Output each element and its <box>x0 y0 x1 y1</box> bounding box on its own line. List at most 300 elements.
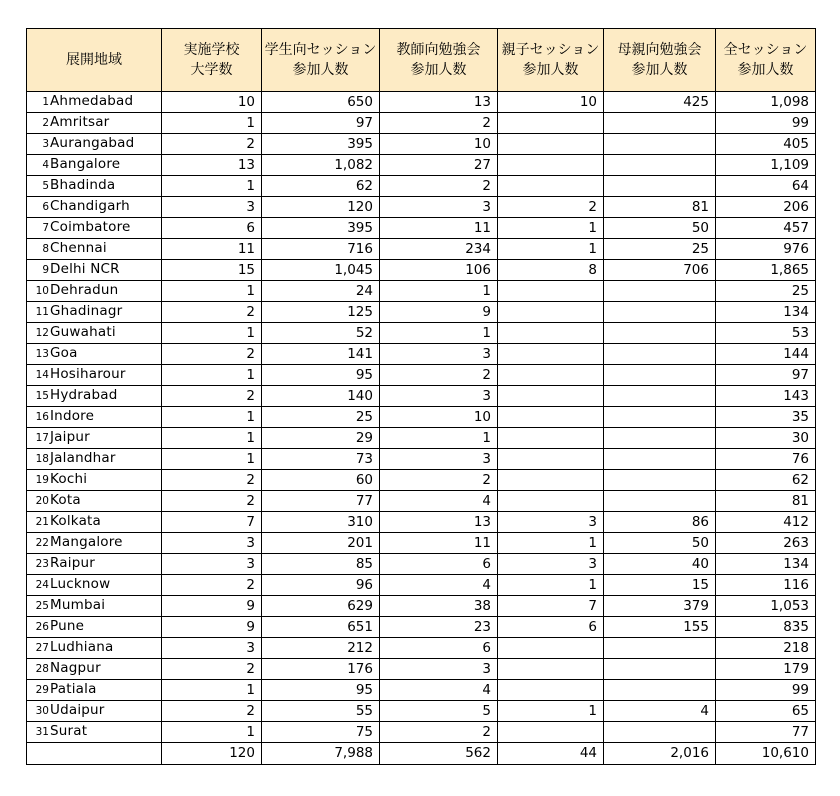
region-name: Raipur <box>50 555 95 571</box>
all-sessions-cell: 143 <box>716 386 816 407</box>
mothers-cell <box>604 281 716 302</box>
teachers-cell: 3 <box>380 344 498 365</box>
students-cell: 395 <box>262 218 380 239</box>
schools-cell: 10 <box>162 92 262 113</box>
table-row <box>27 113 816 134</box>
schools-cell: 2 <box>162 575 262 596</box>
region-name: Ahmedabad <box>50 93 134 109</box>
totals-row <box>27 743 816 765</box>
region-name: Goa <box>50 345 78 361</box>
students-cell: 716 <box>262 239 380 260</box>
parent-child-cell: 2 <box>498 197 604 218</box>
header-teachers <box>380 29 498 92</box>
region-cell <box>27 176 162 197</box>
region-cell <box>27 428 162 449</box>
schools-cell: 2 <box>162 134 262 155</box>
table-row <box>27 260 816 281</box>
all-sessions-cell: 405 <box>716 134 816 155</box>
schools-cell: 2 <box>162 386 262 407</box>
students-cell: 1,082 <box>262 155 380 176</box>
header-label-line1: 実施学校 <box>183 42 240 58</box>
header-region <box>27 29 162 92</box>
teachers-cell: 11 <box>380 218 498 239</box>
mothers-cell: 425 <box>604 92 716 113</box>
parent-child-cell <box>498 113 604 134</box>
region-name: Nagpur <box>50 660 101 676</box>
region-name: Kolkata <box>50 513 102 529</box>
row-number: 19 <box>35 474 49 486</box>
students-cell: 395 <box>262 134 380 155</box>
all-sessions-cell: 65 <box>716 701 816 722</box>
table-row <box>27 722 816 743</box>
teachers-cell: 9 <box>380 302 498 323</box>
header-all-sessions <box>716 29 816 92</box>
totals-label-cell <box>27 743 162 765</box>
teachers-cell: 1 <box>380 281 498 302</box>
all-sessions-cell: 64 <box>716 176 816 197</box>
all-sessions-cell: 30 <box>716 428 816 449</box>
mothers-cell: 155 <box>604 617 716 638</box>
row-number: 28 <box>35 663 49 675</box>
region-name: Kochi <box>50 471 88 487</box>
all-sessions-cell: 97 <box>716 365 816 386</box>
header-label-line2: 参加人数 <box>292 62 349 78</box>
teachers-cell: 3 <box>380 386 498 407</box>
region-cell <box>27 659 162 680</box>
region-name: Dehradun <box>50 282 119 298</box>
mothers-cell: 25 <box>604 239 716 260</box>
parent-child-cell <box>498 386 604 407</box>
all-sessions-cell: 144 <box>716 344 816 365</box>
row-number: 17 <box>35 432 49 444</box>
table-row <box>27 512 816 533</box>
all-sessions-cell: 77 <box>716 722 816 743</box>
totals-teachers-cell: 562 <box>380 743 498 765</box>
table-row <box>27 344 816 365</box>
students-cell: 96 <box>262 575 380 596</box>
mothers-cell: 15 <box>604 575 716 596</box>
region-name: Bhadinda <box>50 177 116 193</box>
parent-child-cell <box>498 659 604 680</box>
header-label-line1: 母親向勉強会 <box>617 42 702 58</box>
parent-child-cell <box>498 638 604 659</box>
region-name: Pune <box>50 618 85 634</box>
region-cell <box>27 449 162 470</box>
students-cell: 629 <box>262 596 380 617</box>
row-number: 15 <box>35 390 49 402</box>
mothers-cell <box>604 407 716 428</box>
parent-child-cell: 1 <box>498 575 604 596</box>
parent-child-cell <box>498 344 604 365</box>
mothers-cell: 4 <box>604 701 716 722</box>
parent-child-cell: 1 <box>498 701 604 722</box>
region-name: Indore <box>50 408 95 424</box>
header-label-line1: 親子セッション <box>501 42 600 58</box>
participation-table <box>26 28 816 765</box>
all-sessions-cell: 25 <box>716 281 816 302</box>
mothers-cell: 50 <box>604 218 716 239</box>
header-label-line2: 参加人数 <box>737 62 794 78</box>
teachers-cell: 6 <box>380 638 498 659</box>
students-cell: 25 <box>262 407 380 428</box>
table-row <box>27 365 816 386</box>
row-number: 12 <box>35 327 49 339</box>
region-cell <box>27 239 162 260</box>
region-cell <box>27 470 162 491</box>
table-row <box>27 449 816 470</box>
all-sessions-cell: 263 <box>716 533 816 554</box>
all-sessions-cell: 81 <box>716 491 816 512</box>
totals-mothers-cell: 2,016 <box>604 743 716 765</box>
teachers-cell: 4 <box>380 575 498 596</box>
parent-child-cell <box>498 491 604 512</box>
table-row <box>27 176 816 197</box>
students-cell: 120 <box>262 197 380 218</box>
row-number: 14 <box>35 369 49 381</box>
schools-cell: 1 <box>162 680 262 701</box>
schools-cell: 1 <box>162 407 262 428</box>
students-cell: 62 <box>262 176 380 197</box>
all-sessions-cell: 1,053 <box>716 596 816 617</box>
all-sessions-cell: 62 <box>716 470 816 491</box>
parent-child-cell <box>498 365 604 386</box>
parent-child-cell: 6 <box>498 617 604 638</box>
mothers-cell: 40 <box>604 554 716 575</box>
region-cell <box>27 617 162 638</box>
region-name: Lucknow <box>50 576 111 592</box>
schools-cell: 3 <box>162 638 262 659</box>
row-number: 1 <box>42 96 49 108</box>
table-row <box>27 218 816 239</box>
schools-cell: 1 <box>162 323 262 344</box>
region-name: Jaipur <box>50 429 90 445</box>
parent-child-cell: 1 <box>498 239 604 260</box>
region-cell <box>27 344 162 365</box>
parent-child-cell: 7 <box>498 596 604 617</box>
region-cell <box>27 302 162 323</box>
header-label-line1: 教師向勉強会 <box>396 42 481 58</box>
row-number: 18 <box>35 453 49 465</box>
students-cell: 651 <box>262 617 380 638</box>
table-body <box>27 92 816 765</box>
region-name: Patiala <box>50 681 97 697</box>
parent-child-cell <box>498 302 604 323</box>
row-number: 4 <box>42 159 49 171</box>
header-region-label: 展開地域 <box>66 52 122 68</box>
all-sessions-cell: 99 <box>716 113 816 134</box>
students-cell: 125 <box>262 302 380 323</box>
row-number: 29 <box>35 684 49 696</box>
all-sessions-cell: 35 <box>716 407 816 428</box>
header-mothers <box>604 29 716 92</box>
table-row <box>27 92 816 113</box>
row-number: 10 <box>35 285 49 297</box>
mothers-cell: 86 <box>604 512 716 533</box>
all-sessions-cell: 218 <box>716 638 816 659</box>
students-cell: 95 <box>262 680 380 701</box>
students-cell: 650 <box>262 92 380 113</box>
mothers-cell <box>604 428 716 449</box>
parent-child-cell <box>498 428 604 449</box>
region-name: Ghadinagr <box>50 303 123 319</box>
table-row <box>27 470 816 491</box>
students-cell: 24 <box>262 281 380 302</box>
schools-cell: 1 <box>162 176 262 197</box>
header-label-line1: 学生向セッション <box>264 42 377 58</box>
region-name: Udaipur <box>50 702 105 718</box>
schools-cell: 2 <box>162 470 262 491</box>
mothers-cell <box>604 134 716 155</box>
parent-child-cell: 1 <box>498 533 604 554</box>
mothers-cell <box>604 176 716 197</box>
row-number: 25 <box>35 600 49 612</box>
region-cell <box>27 512 162 533</box>
region-cell <box>27 638 162 659</box>
region-cell <box>27 281 162 302</box>
row-number: 26 <box>35 621 49 633</box>
parent-child-cell <box>498 323 604 344</box>
students-cell: 73 <box>262 449 380 470</box>
region-cell <box>27 92 162 113</box>
table-row <box>27 134 816 155</box>
table-header <box>27 29 816 92</box>
row-number: 8 <box>42 243 49 255</box>
teachers-cell: 3 <box>380 449 498 470</box>
all-sessions-cell: 1,098 <box>716 92 816 113</box>
table-row <box>27 680 816 701</box>
teachers-cell: 5 <box>380 701 498 722</box>
teachers-cell: 4 <box>380 680 498 701</box>
region-cell <box>27 365 162 386</box>
table-row <box>27 554 816 575</box>
mothers-cell <box>604 365 716 386</box>
teachers-cell: 2 <box>380 176 498 197</box>
table-row <box>27 575 816 596</box>
region-cell <box>27 155 162 176</box>
table-row <box>27 638 816 659</box>
region-name: Surat <box>50 723 88 739</box>
students-cell: 176 <box>262 659 380 680</box>
schools-cell: 2 <box>162 344 262 365</box>
teachers-cell: 23 <box>380 617 498 638</box>
mothers-cell: 50 <box>604 533 716 554</box>
students-cell: 95 <box>262 365 380 386</box>
table-row <box>27 533 816 554</box>
teachers-cell: 3 <box>380 197 498 218</box>
students-cell: 55 <box>262 701 380 722</box>
all-sessions-cell: 134 <box>716 302 816 323</box>
region-cell <box>27 323 162 344</box>
teachers-cell: 6 <box>380 554 498 575</box>
row-number: 7 <box>42 222 49 234</box>
teachers-cell: 10 <box>380 134 498 155</box>
parent-child-cell <box>498 407 604 428</box>
teachers-cell: 10 <box>380 407 498 428</box>
region-cell <box>27 596 162 617</box>
mothers-cell: 379 <box>604 596 716 617</box>
teachers-cell: 3 <box>380 659 498 680</box>
students-cell: 52 <box>262 323 380 344</box>
row-number: 30 <box>35 705 49 717</box>
header-row <box>27 29 816 92</box>
region-cell <box>27 407 162 428</box>
table-row <box>27 491 816 512</box>
region-name: Jalandhar <box>50 450 116 466</box>
mothers-cell: 81 <box>604 197 716 218</box>
row-number: 3 <box>42 138 49 150</box>
region-name: Hydrabad <box>50 387 118 403</box>
schools-cell: 2 <box>162 491 262 512</box>
students-cell: 77 <box>262 491 380 512</box>
schools-cell: 9 <box>162 596 262 617</box>
header-label-line2: 大学数 <box>190 62 233 78</box>
teachers-cell: 4 <box>380 491 498 512</box>
table-row <box>27 386 816 407</box>
totals-parent-child-cell: 44 <box>498 743 604 765</box>
parent-child-cell: 1 <box>498 218 604 239</box>
region-name: Mumbai <box>50 597 106 613</box>
region-cell <box>27 533 162 554</box>
schools-cell: 1 <box>162 113 262 134</box>
schools-cell: 11 <box>162 239 262 260</box>
teachers-cell: 234 <box>380 239 498 260</box>
all-sessions-cell: 1,865 <box>716 260 816 281</box>
teachers-cell: 27 <box>380 155 498 176</box>
row-number: 5 <box>42 180 49 192</box>
students-cell: 212 <box>262 638 380 659</box>
mothers-cell <box>604 680 716 701</box>
students-cell: 1,045 <box>262 260 380 281</box>
header-students <box>262 29 380 92</box>
region-name: Mangalore <box>50 534 123 550</box>
schools-cell: 3 <box>162 554 262 575</box>
all-sessions-cell: 457 <box>716 218 816 239</box>
region-name: Guwahati <box>50 324 116 340</box>
table-row <box>27 239 816 260</box>
schools-cell: 2 <box>162 701 262 722</box>
mothers-cell <box>604 470 716 491</box>
region-name: Chandigarh <box>50 198 130 214</box>
region-name: Kota <box>50 492 81 508</box>
region-cell <box>27 722 162 743</box>
parent-child-cell <box>498 722 604 743</box>
all-sessions-cell: 53 <box>716 323 816 344</box>
students-cell: 201 <box>262 533 380 554</box>
parent-child-cell <box>498 281 604 302</box>
mothers-cell <box>604 449 716 470</box>
students-cell: 85 <box>262 554 380 575</box>
region-name: Amritsar <box>50 114 110 130</box>
schools-cell: 1 <box>162 449 262 470</box>
row-number: 22 <box>35 537 49 549</box>
mothers-cell <box>604 659 716 680</box>
students-cell: 29 <box>262 428 380 449</box>
header-label-line1: 全セッション <box>723 42 808 58</box>
teachers-cell: 38 <box>380 596 498 617</box>
parent-child-cell <box>498 470 604 491</box>
schools-cell: 1 <box>162 722 262 743</box>
row-number: 20 <box>35 495 49 507</box>
all-sessions-cell: 206 <box>716 197 816 218</box>
mothers-cell <box>604 638 716 659</box>
schools-cell: 2 <box>162 302 262 323</box>
region-name: Bangalore <box>50 156 121 172</box>
table-row <box>27 281 816 302</box>
parent-child-cell <box>498 176 604 197</box>
teachers-cell: 2 <box>380 470 498 491</box>
mothers-cell <box>604 386 716 407</box>
parent-child-cell <box>498 134 604 155</box>
row-number: 24 <box>35 579 49 591</box>
region-cell <box>27 260 162 281</box>
teachers-cell: 13 <box>380 512 498 533</box>
region-name: Ludhiana <box>50 639 114 655</box>
schools-cell: 2 <box>162 659 262 680</box>
region-name: Aurangabad <box>50 135 135 151</box>
students-cell: 97 <box>262 113 380 134</box>
totals-all-cell: 10,610 <box>716 743 816 765</box>
row-number: 6 <box>42 201 49 213</box>
mothers-cell <box>604 323 716 344</box>
parent-child-cell: 3 <box>498 512 604 533</box>
table-row <box>27 617 816 638</box>
table-row <box>27 155 816 176</box>
students-cell: 75 <box>262 722 380 743</box>
row-number: 23 <box>35 558 49 570</box>
region-cell <box>27 554 162 575</box>
teachers-cell: 13 <box>380 92 498 113</box>
row-number: 11 <box>35 306 49 318</box>
mothers-cell <box>604 155 716 176</box>
table-row <box>27 701 816 722</box>
all-sessions-cell: 1,109 <box>716 155 816 176</box>
mothers-cell <box>604 113 716 134</box>
region-name: Hosiharour <box>50 366 126 382</box>
row-number: 2 <box>42 117 49 129</box>
table-row <box>27 197 816 218</box>
all-sessions-cell: 835 <box>716 617 816 638</box>
teachers-cell: 1 <box>380 323 498 344</box>
schools-cell: 9 <box>162 617 262 638</box>
region-cell <box>27 197 162 218</box>
totals-schools-cell: 120 <box>162 743 262 765</box>
parent-child-cell <box>498 155 604 176</box>
students-cell: 140 <box>262 386 380 407</box>
teachers-cell: 106 <box>380 260 498 281</box>
parent-child-cell <box>498 680 604 701</box>
teachers-cell: 11 <box>380 533 498 554</box>
students-cell: 310 <box>262 512 380 533</box>
region-name: Chennai <box>50 240 107 256</box>
row-number: 9 <box>42 264 49 276</box>
row-number: 31 <box>35 726 49 738</box>
row-number: 27 <box>35 642 49 654</box>
mothers-cell: 706 <box>604 260 716 281</box>
region-cell <box>27 218 162 239</box>
header-parent-child <box>498 29 604 92</box>
header-label-line2: 参加人数 <box>410 62 467 78</box>
mothers-cell <box>604 344 716 365</box>
mothers-cell <box>604 302 716 323</box>
schools-cell: 1 <box>162 281 262 302</box>
all-sessions-cell: 76 <box>716 449 816 470</box>
table-row <box>27 407 816 428</box>
schools-cell: 15 <box>162 260 262 281</box>
parent-child-cell: 10 <box>498 92 604 113</box>
region-cell <box>27 701 162 722</box>
schools-cell: 6 <box>162 218 262 239</box>
parent-child-cell <box>498 449 604 470</box>
